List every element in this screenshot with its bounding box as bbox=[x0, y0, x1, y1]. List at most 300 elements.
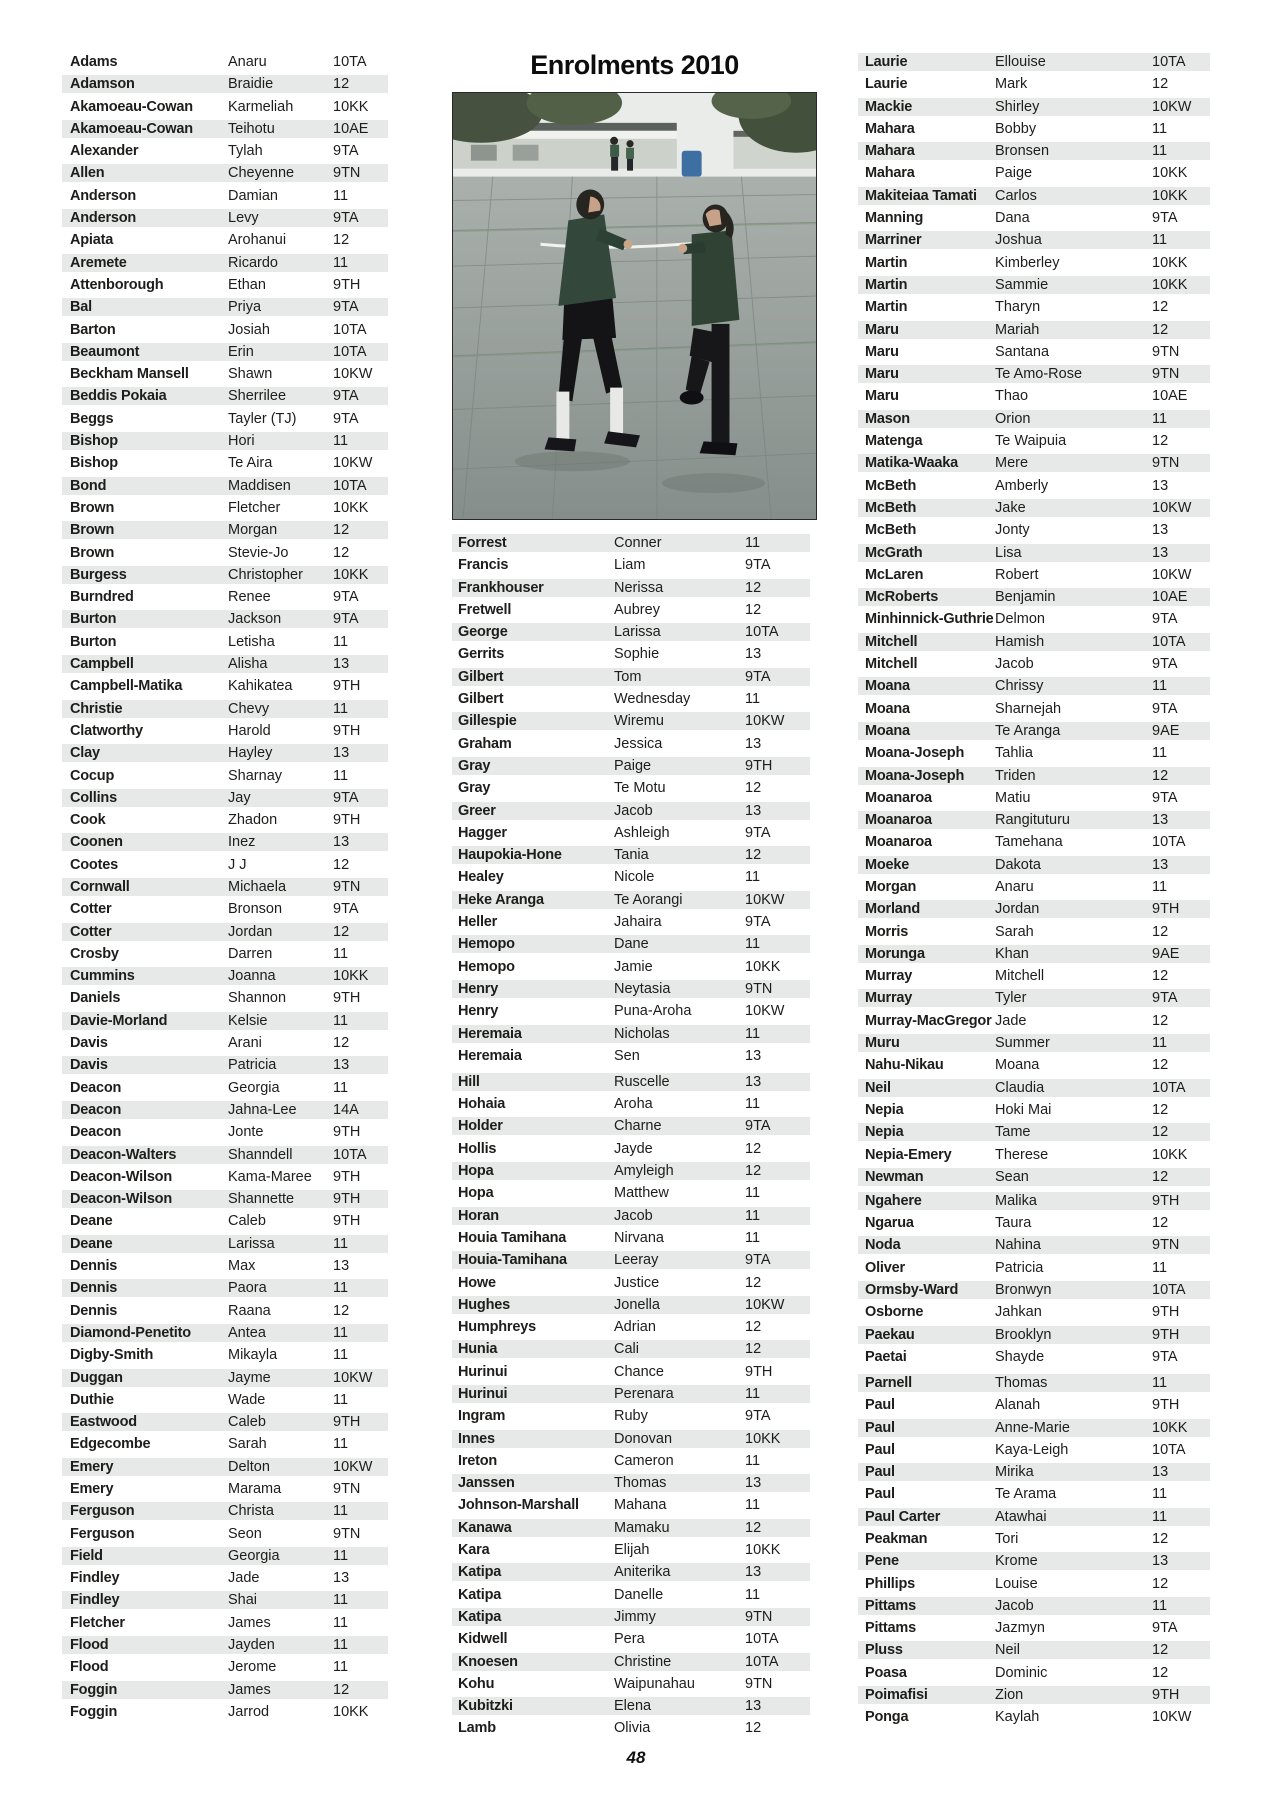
firstname-cell: Raana bbox=[228, 1302, 271, 1319]
firstname-cell: Darren bbox=[228, 945, 273, 962]
firstname-cell: Shannette bbox=[228, 1191, 295, 1208]
form-code-cell: 12 bbox=[1152, 1215, 1169, 1232]
surname-cell: Burgess bbox=[70, 566, 127, 583]
form-code-cell: 11 bbox=[333, 633, 349, 650]
surname-cell: Moanaroa bbox=[865, 834, 932, 851]
firstname-cell: Christa bbox=[228, 1503, 274, 1520]
table-row bbox=[62, 1681, 388, 1699]
table-row bbox=[62, 298, 388, 316]
table-row bbox=[858, 477, 1210, 495]
table-row bbox=[452, 1117, 810, 1135]
table-row bbox=[858, 254, 1210, 272]
surname-cell: Newman bbox=[865, 1168, 924, 1185]
form-code-cell: 11 bbox=[1152, 678, 1168, 695]
table-row bbox=[452, 1251, 810, 1269]
form-code-cell: 10KK bbox=[333, 499, 369, 516]
table-row bbox=[62, 365, 388, 383]
surname-cell: Cummins bbox=[70, 968, 135, 985]
form-code-cell: 9TA bbox=[333, 143, 359, 160]
surname-cell: Heremaia bbox=[458, 1025, 522, 1042]
table-row bbox=[62, 1235, 388, 1253]
form-code-cell: 13 bbox=[333, 834, 350, 851]
table-row bbox=[452, 935, 810, 953]
surname-cell: Deacon bbox=[70, 1124, 122, 1141]
form-code-cell: 10KW bbox=[1152, 566, 1192, 583]
form-code-cell: 9TH bbox=[1152, 901, 1180, 918]
firstname-cell: Kimberley bbox=[995, 254, 1060, 271]
firstname-cell: Nahina bbox=[995, 1237, 1041, 1254]
firstname-cell: Tame bbox=[995, 1124, 1031, 1141]
form-code-cell: 11 bbox=[333, 187, 349, 204]
firstname-cell: Ricardo bbox=[228, 254, 278, 271]
firstname-cell: Damian bbox=[228, 187, 278, 204]
form-code-cell: 9TA bbox=[1152, 990, 1178, 1007]
firstname-cell: Ethan bbox=[228, 276, 266, 293]
surname-cell: Digby-Smith bbox=[70, 1347, 154, 1364]
table-row bbox=[452, 1586, 810, 1604]
form-code-cell: 12 bbox=[1152, 923, 1169, 940]
form-code-cell: 10TA bbox=[1152, 1079, 1186, 1096]
firstname-cell: Orion bbox=[995, 410, 1031, 427]
firstname-cell: Chrissy bbox=[995, 678, 1044, 695]
table-row bbox=[858, 1485, 1210, 1503]
surname-cell: Pene bbox=[865, 1553, 899, 1570]
form-code-cell: 12 bbox=[745, 601, 762, 618]
form-code-cell: 9TA bbox=[745, 914, 771, 931]
form-code-cell: 9TN bbox=[333, 1481, 361, 1497]
surname-cell: Deacon-Wilson bbox=[70, 1191, 173, 1208]
surname-cell: Matika-Waaka bbox=[865, 455, 958, 472]
firstname-cell: Summer bbox=[995, 1035, 1050, 1052]
form-code-cell: 12 bbox=[333, 1302, 350, 1319]
surname-cell: Campbell-Matika bbox=[70, 678, 183, 695]
firstname-cell: Sammie bbox=[995, 276, 1049, 293]
firstname-cell: Shannon bbox=[228, 990, 287, 1007]
form-code-cell: 14A bbox=[333, 1101, 359, 1118]
form-code-cell: 12 bbox=[1152, 1664, 1169, 1681]
table-row bbox=[62, 1079, 388, 1097]
form-code-cell: 9TH bbox=[745, 757, 773, 774]
firstname-cell: Zion bbox=[995, 1687, 1024, 1704]
form-code-cell: 11 bbox=[333, 1391, 349, 1408]
table-row bbox=[62, 1458, 388, 1476]
surname-cell: Houia-Tamihana bbox=[458, 1252, 567, 1269]
form-code-cell: 11 bbox=[333, 1324, 349, 1341]
table-row bbox=[452, 1430, 810, 1448]
table-row bbox=[62, 833, 388, 851]
table-row bbox=[62, 1480, 388, 1498]
table-row bbox=[858, 833, 1210, 851]
form-code-cell: 10KW bbox=[1152, 1709, 1192, 1726]
surname-cell: Kara bbox=[458, 1542, 490, 1559]
firstname-cell: James bbox=[228, 1614, 271, 1631]
firstname-cell: Patricia bbox=[995, 1259, 1044, 1276]
surname-cell: Paul bbox=[865, 1419, 895, 1436]
surname-cell: Ngahere bbox=[865, 1192, 922, 1209]
table-row bbox=[452, 868, 810, 886]
surname-cell: Cotter bbox=[70, 923, 112, 940]
surname-cell: Duggan bbox=[70, 1369, 123, 1386]
form-code-cell: 10TA bbox=[333, 477, 367, 494]
form-code-cell: 12 bbox=[1152, 1057, 1169, 1074]
table-row bbox=[452, 1675, 810, 1693]
surname-cell: Paul bbox=[865, 1464, 895, 1481]
form-code-cell: 10AE bbox=[333, 120, 369, 137]
form-code-cell: 11 bbox=[745, 1385, 761, 1402]
surname-cell: Dennis bbox=[70, 1280, 118, 1297]
surname-cell: Christie bbox=[70, 700, 123, 717]
surname-cell: Maru bbox=[865, 343, 899, 360]
firstname-cell: Jacob bbox=[995, 656, 1034, 673]
firstname-cell: Aniterika bbox=[614, 1564, 671, 1581]
firstname-cell: Waipunahau bbox=[614, 1675, 695, 1692]
table-row bbox=[858, 677, 1210, 695]
form-code-cell: 10KK bbox=[333, 1703, 369, 1720]
form-code-cell: 10TA bbox=[1152, 1441, 1186, 1458]
firstname-cell: Jackson bbox=[228, 611, 282, 628]
surname-cell: Mahara bbox=[865, 143, 915, 160]
surname-cell: Burndred bbox=[70, 589, 134, 606]
surname-cell: Moana-Joseph bbox=[865, 767, 965, 784]
table-row bbox=[858, 811, 1210, 829]
table-row bbox=[452, 980, 810, 998]
enrolment-table-left bbox=[62, 53, 388, 1725]
firstname-cell: Hayley bbox=[228, 745, 273, 762]
form-code-cell: 11 bbox=[333, 1280, 349, 1297]
firstname-cell: Jayme bbox=[228, 1369, 271, 1386]
table-row bbox=[858, 276, 1210, 294]
table-row bbox=[858, 231, 1210, 249]
firstname-cell: Jonella bbox=[614, 1296, 660, 1313]
firstname-cell: Wiremu bbox=[614, 713, 664, 730]
surname-cell: Foggin bbox=[70, 1681, 118, 1698]
firstname-cell: Kama-Maree bbox=[228, 1168, 312, 1185]
firstname-cell: Mikayla bbox=[228, 1347, 278, 1364]
surname-cell: Deane bbox=[70, 1213, 113, 1230]
firstname-cell: Joanna bbox=[228, 968, 276, 985]
firstname-cell: Teihotu bbox=[228, 120, 275, 137]
form-code-cell: 11 bbox=[1152, 878, 1168, 895]
firstname-cell: Anne-Marie bbox=[995, 1419, 1070, 1436]
surname-cell: Anderson bbox=[70, 187, 137, 204]
form-code-cell: 9TH bbox=[1152, 1397, 1180, 1414]
form-code-cell: 9TA bbox=[1152, 1620, 1178, 1637]
table-row bbox=[452, 556, 810, 574]
form-code-cell: 12 bbox=[745, 1720, 762, 1737]
form-code-cell: 11 bbox=[1152, 1035, 1168, 1052]
surname-cell: Gray bbox=[458, 757, 491, 774]
surname-cell: Parnell bbox=[865, 1374, 912, 1391]
form-code-cell: 9TH bbox=[333, 276, 361, 293]
form-code-cell: 9TA bbox=[333, 388, 359, 405]
surname-cell: McGrath bbox=[865, 544, 923, 561]
table-row bbox=[62, 1569, 388, 1587]
firstname-cell: Jerome bbox=[228, 1659, 277, 1676]
firstname-cell: Cheyenne bbox=[228, 165, 295, 182]
table-row bbox=[62, 1101, 388, 1119]
firstname-cell: Dane bbox=[614, 936, 649, 953]
table-row bbox=[858, 1259, 1210, 1277]
form-code-cell: 10KW bbox=[1152, 499, 1192, 516]
form-code-cell: 12 bbox=[1152, 1531, 1169, 1547]
surname-cell: Kohu bbox=[458, 1675, 495, 1692]
surname-cell: Phillips bbox=[865, 1575, 915, 1592]
form-code-cell: 11 bbox=[333, 1637, 349, 1654]
form-code-cell: 9TN bbox=[745, 1675, 773, 1692]
firstname-cell: Jordan bbox=[995, 901, 1040, 918]
table-row bbox=[62, 1636, 388, 1654]
firstname-cell: Jade bbox=[995, 1012, 1027, 1029]
surname-cell: Oliver bbox=[865, 1259, 905, 1276]
form-code-cell: 11 bbox=[1152, 1374, 1168, 1391]
surname-cell: Mitchell bbox=[865, 656, 918, 673]
firstname-cell: Shawn bbox=[228, 366, 273, 383]
table-row bbox=[62, 767, 388, 785]
form-code-cell: 12 bbox=[745, 1274, 762, 1291]
form-code-cell: 10TA bbox=[745, 624, 779, 641]
surname-cell: Humphreys bbox=[458, 1319, 536, 1336]
table-row bbox=[858, 499, 1210, 517]
table-row bbox=[62, 1302, 388, 1320]
firstname-cell: Taura bbox=[995, 1215, 1032, 1232]
surname-cell: Gilbert bbox=[458, 668, 504, 685]
firstname-cell: Mahana bbox=[614, 1497, 667, 1514]
table-row bbox=[452, 1630, 810, 1648]
form-code-cell: 9TH bbox=[1152, 1304, 1180, 1321]
form-code-cell: 11 bbox=[333, 1436, 349, 1453]
table-row bbox=[452, 1140, 810, 1158]
table-row bbox=[858, 1508, 1210, 1526]
firstname-cell: Jimmy bbox=[614, 1608, 656, 1625]
firstname-cell: Sherrilee bbox=[228, 388, 287, 405]
table-row bbox=[452, 1073, 810, 1091]
form-code-cell: 11 bbox=[1152, 120, 1168, 137]
surname-cell: Bal bbox=[70, 299, 92, 316]
photo-illustration bbox=[453, 93, 816, 519]
surname-cell: Mason bbox=[865, 410, 910, 427]
form-code-cell: 9TA bbox=[745, 557, 771, 574]
firstname-cell: Sarah bbox=[995, 923, 1034, 940]
table-row bbox=[858, 700, 1210, 718]
surname-cell: Hunia bbox=[458, 1341, 498, 1358]
surname-cell: Murray bbox=[865, 990, 913, 1007]
surname-cell: Dennis bbox=[70, 1258, 118, 1275]
table-row bbox=[858, 1146, 1210, 1164]
form-code-cell: 12 bbox=[333, 856, 350, 873]
surname-cell: Katipa bbox=[458, 1608, 502, 1625]
table-row bbox=[858, 945, 1210, 963]
form-code-cell: 11 bbox=[333, 1614, 349, 1631]
firstname-cell: Jonty bbox=[995, 522, 1030, 539]
table-row bbox=[858, 767, 1210, 785]
form-code-cell: 9TA bbox=[333, 299, 359, 316]
surname-cell: Foggin bbox=[70, 1703, 118, 1720]
surname-cell: Lamb bbox=[458, 1720, 496, 1737]
firstname-cell: Te Amo-Rose bbox=[995, 366, 1083, 383]
firstname-cell: Nirvana bbox=[614, 1229, 664, 1246]
firstname-cell: Nicholas bbox=[614, 1025, 670, 1042]
surname-cell: Beggs bbox=[70, 410, 114, 427]
form-code-cell: 13 bbox=[333, 1057, 350, 1074]
firstname-cell: Arani bbox=[228, 1035, 262, 1052]
enrolment-table-middle bbox=[452, 534, 810, 1742]
firstname-cell: Brooklyn bbox=[995, 1326, 1052, 1343]
form-code-cell: 12 bbox=[1152, 767, 1169, 784]
page-number: 48 bbox=[626, 1748, 646, 1767]
surname-cell: Kubitzki bbox=[458, 1698, 513, 1715]
table-row bbox=[62, 610, 388, 628]
form-code-cell: 11 bbox=[1152, 1508, 1168, 1525]
form-code-cell: 13 bbox=[745, 1047, 762, 1064]
firstname-cell: Jahaira bbox=[614, 914, 662, 931]
table-row bbox=[858, 544, 1210, 562]
surname-cell: Adams bbox=[70, 54, 118, 70]
firstname-cell: Matthew bbox=[614, 1185, 669, 1202]
surname-cell: Hollis bbox=[458, 1140, 497, 1157]
form-code-cell: 10KW bbox=[1152, 98, 1192, 115]
table-row bbox=[452, 1541, 810, 1559]
form-code-cell: 12 bbox=[333, 76, 350, 93]
firstname-cell: Puna-Aroha bbox=[614, 1003, 692, 1020]
table-row bbox=[62, 700, 388, 718]
firstname-cell: Pera bbox=[614, 1631, 645, 1648]
table-row bbox=[452, 1563, 810, 1581]
table-row bbox=[858, 1214, 1210, 1232]
form-code-cell: 10KW bbox=[745, 1003, 785, 1020]
surname-cell: Maru bbox=[865, 321, 899, 338]
firstname-cell: Anaru bbox=[228, 54, 267, 70]
firstname-cell: Thomas bbox=[995, 1374, 1048, 1391]
table-row bbox=[62, 120, 388, 138]
form-code-cell: 11 bbox=[333, 1592, 349, 1609]
surname-cell: Clatworthy bbox=[70, 722, 143, 739]
surname-cell: Haupokia-Hone bbox=[458, 847, 562, 864]
firstname-cell: Mamaku bbox=[614, 1519, 670, 1536]
form-code-cell: 9TN bbox=[1152, 1237, 1180, 1254]
firstname-cell: Elijah bbox=[614, 1542, 650, 1559]
surname-cell: Akamoeau-Cowan bbox=[70, 120, 193, 137]
form-code-cell: 12 bbox=[745, 1519, 762, 1536]
surname-cell: Davis bbox=[70, 1057, 108, 1074]
firstname-cell: Alanah bbox=[995, 1397, 1041, 1414]
firstname-cell: Matiu bbox=[995, 789, 1031, 806]
table-row bbox=[452, 645, 810, 663]
form-code-cell: 11 bbox=[745, 1025, 761, 1042]
firstname-cell: Braidie bbox=[228, 76, 274, 93]
firstname-cell: Fletcher bbox=[228, 499, 281, 516]
surname-cell: Beckham Mansell bbox=[70, 366, 189, 383]
table-row bbox=[858, 1597, 1210, 1615]
form-code-cell: 11 bbox=[333, 433, 349, 450]
form-code-cell: 10KK bbox=[1152, 1146, 1188, 1163]
table-row bbox=[62, 477, 388, 495]
surname-cell: Dennis bbox=[70, 1302, 118, 1319]
firstname-cell: Sarah bbox=[228, 1436, 267, 1453]
form-code-cell: 10KK bbox=[745, 1542, 781, 1559]
firstname-cell: Neil bbox=[995, 1642, 1020, 1659]
form-code-cell: 11 bbox=[333, 1503, 349, 1520]
firstname-cell: Karmeliah bbox=[228, 98, 294, 115]
surname-cell: Morland bbox=[865, 901, 920, 918]
surname-cell: Emery bbox=[70, 1481, 114, 1497]
form-code-cell: 9TA bbox=[333, 210, 359, 227]
surname-cell: Heke Aranga bbox=[458, 891, 544, 908]
firstname-cell: Delmon bbox=[995, 611, 1045, 628]
surname-cell: Gerrits bbox=[458, 646, 505, 663]
form-code-cell: 10AE bbox=[1152, 589, 1188, 606]
table-row bbox=[62, 387, 388, 405]
form-code-cell: 11 bbox=[1152, 143, 1168, 160]
table-row bbox=[452, 958, 810, 976]
table-row bbox=[62, 1279, 388, 1297]
firstname-cell: Josiah bbox=[228, 321, 270, 338]
firstname-cell: Paige bbox=[995, 165, 1033, 182]
table-row bbox=[858, 1530, 1210, 1548]
table-row bbox=[62, 1123, 388, 1141]
table-row bbox=[62, 1658, 388, 1676]
firstname-cell: Bronson bbox=[228, 901, 283, 918]
table-row bbox=[858, 1463, 1210, 1481]
form-code-cell: 10KW bbox=[333, 366, 373, 383]
table-row bbox=[62, 343, 388, 361]
form-code-cell: 11 bbox=[1152, 410, 1168, 427]
table-row bbox=[858, 53, 1210, 71]
surname-cell: Coonen bbox=[70, 834, 123, 851]
firstname-cell: Jacob bbox=[995, 1597, 1034, 1614]
table-row bbox=[858, 878, 1210, 896]
table-row bbox=[62, 1257, 388, 1275]
table-row bbox=[62, 878, 388, 896]
table-row bbox=[858, 321, 1210, 339]
form-code-cell: 11 bbox=[745, 1096, 761, 1113]
form-code-cell: 12 bbox=[1152, 76, 1169, 93]
table-row bbox=[452, 891, 810, 909]
surname-cell: Burton bbox=[70, 611, 117, 628]
table-row bbox=[452, 757, 810, 775]
table-row bbox=[452, 913, 810, 931]
firstname-cell: Bronsen bbox=[995, 143, 1050, 160]
table-row bbox=[62, 1324, 388, 1342]
surname-cell: McBeth bbox=[865, 522, 917, 539]
table-row bbox=[858, 343, 1210, 361]
surname-cell: Neil bbox=[865, 1079, 891, 1096]
firstname-cell: Jamie bbox=[614, 958, 653, 975]
form-code-cell: 11 bbox=[745, 1452, 761, 1469]
form-code-cell: 13 bbox=[333, 745, 350, 762]
table-row bbox=[452, 690, 810, 708]
table-row bbox=[858, 1034, 1210, 1052]
form-code-cell: 11 bbox=[745, 1207, 761, 1224]
form-code-cell: 9TA bbox=[1152, 700, 1178, 717]
surname-cell: Moana bbox=[865, 722, 910, 739]
firstname-cell: Ellouise bbox=[995, 54, 1046, 70]
form-code-cell: 9TA bbox=[333, 901, 359, 918]
table-row bbox=[452, 1274, 810, 1292]
table-row bbox=[858, 1441, 1210, 1459]
surname-cell: Poimafisi bbox=[865, 1687, 928, 1704]
form-code-cell: 10KK bbox=[745, 958, 781, 975]
table-row bbox=[62, 588, 388, 606]
firstname-cell: Amberly bbox=[995, 477, 1049, 494]
table-row bbox=[452, 1002, 810, 1020]
table-row bbox=[452, 601, 810, 619]
form-code-cell: 13 bbox=[745, 1698, 762, 1715]
form-code-cell: 12 bbox=[745, 1319, 762, 1336]
surname-cell: Daniels bbox=[70, 990, 121, 1007]
firstname-cell: Therese bbox=[995, 1146, 1049, 1163]
form-code-cell: 12 bbox=[745, 780, 762, 797]
form-code-cell: 12 bbox=[1152, 1101, 1169, 1118]
